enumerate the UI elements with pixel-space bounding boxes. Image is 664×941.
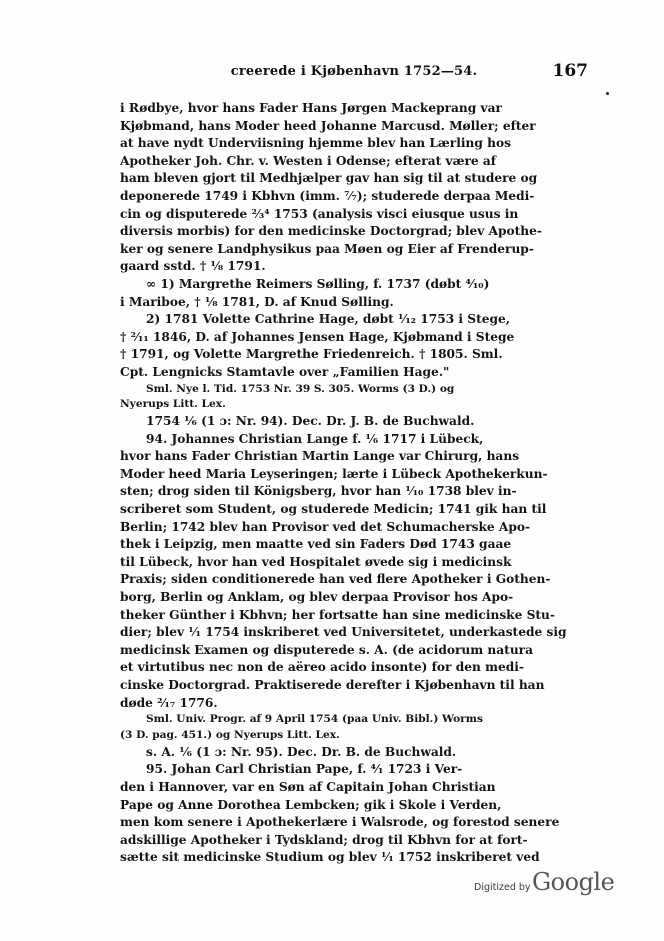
text-line: (3 D. pag. 451.) og Nyerups Litt. Lex. — [120, 728, 340, 741]
text-line: i Mariboe, † ¹⁄₈ 1781, D. af Knud Sølling. — [120, 294, 394, 309]
page-number: 167 — [552, 61, 588, 81]
text-line: 95. Johan Carl Christian Pape, f. ⁴⁄₁ 1723 i Ver- — [146, 762, 463, 777]
text-line: sætte sit medicinske Studium og blev ¹⁄₁ 1752 inskriberet ved — [120, 850, 540, 865]
text-line: Pape og Anne Dorothea Lembcken; gik i Skole i Verden, — [120, 797, 502, 812]
text-line: † 1791, og Volette Margrethe Friedenreich. † 1805. Sml. — [120, 347, 503, 362]
text-line: sten; drog siden til Königsberg, hvor han ¹⁄₁₀ 1738 blev in- — [120, 484, 517, 499]
text-line: at have nydt Underviisning hjemme blev han Lærling hos — [120, 136, 511, 151]
text-line: Moder heed Maria Leyseringen; lærte i Lübeck Apothekerkun- — [120, 466, 548, 481]
text-line: 2) 1781 Volette Cathrine Hage, døbt ¹⁄₁₂ 1753 i Stege, — [146, 312, 511, 327]
text-line: deponerede 1749 i Kbhvn (imm. ⁷⁄₇); studerede derpaa Medi- — [120, 188, 535, 203]
text-line: Cpt. Lengnicks Stamtavle over „Familien Hage." — [120, 364, 450, 379]
text-line: til Lübeck, hvor han ved Hospitalet øvede sig i medicinsk — [120, 554, 512, 569]
text-line: s. A. ¹⁄₆ (1 ɔ: Nr. 95). Dec. Dr. B. de Buchwald. — [146, 744, 457, 759]
text-line: cinske Doctorgrad. Praktiserede derefter i Kjøbenhavn til han — [120, 678, 545, 692]
text-line: den i Hannover, var en Søn af Capitain Johan Christian — [120, 779, 496, 794]
text-line: Praxis; siden conditionerede han ved flere Apotheker i Gothen- — [120, 572, 551, 587]
text-line: et virtutibus nec non de aëreo acido insonte) for den medi- — [120, 660, 524, 675]
text-line: theker Günther i Kbhvn; her fortsatte han sine medicinske Stu- — [120, 607, 555, 622]
digitization-footer — [474, 868, 624, 902]
text-line: diversis morbis) for den medicinske Doctorgrad; blev Apothe- — [120, 224, 542, 239]
text-line: borg, Berlin og Anklam, og blev derpaa Provisor hos Apo- — [120, 590, 514, 605]
page-header — [120, 61, 588, 88]
text-line: Berlin; 1742 blev han Provisor ved det Schumacherske Apo- — [120, 519, 531, 534]
text-line: Sml. Univ. Progr. af 9 April 1754 (paa Univ. Bibl.) Worms — [146, 713, 483, 726]
text-line: ker og senere Landphysikus paa Møen og Eier af Frenderup- — [120, 241, 534, 256]
text-line: Nyerups Litt. Lex. — [120, 398, 226, 411]
text-line: dier; blev ¹⁄₁ 1754 inskriberet ved Universitetet, underkastede sig — [120, 625, 567, 640]
text-line: Kjøbmand, hans Moder heed Johanne Marcusd. Møller; efter — [120, 118, 536, 133]
text-line: ham bleven gjort til Medhjælper gav han sig til at studere og — [120, 171, 538, 186]
text-line: men kom senere i Apothekerlære i Walsrode, og forestod senere — [120, 815, 560, 830]
text-line: døde ²⁄₁₇ 1776. — [120, 695, 218, 710]
ink-speck — [606, 92, 609, 95]
body-text — [120, 100, 588, 867]
text-line: † ²⁄₁₁ 1846, D. af Johannes Jensen Hage, Kjøbmand i Stege — [120, 329, 515, 344]
text-line: ∞ 1) Margrethe Reimers Sølling, f. 1737 (døbt ⁴⁄₁₀) — [146, 276, 490, 291]
text-line: 94. Johannes Christian Lange f. ¹⁄₆ 1717 i Lübeck, — [146, 431, 484, 446]
text-line: Sml. Nye l. Tid. 1753 Nr. 39 S. 305. Worms (3 D.) og — [146, 382, 455, 395]
text-line: cin og disputerede ²⁄₃⁴ 1753 (analysis visci eiusque usus in — [120, 206, 519, 221]
text-line: scriberet som Student, og studerede Medicin; 1741 gik han til — [120, 502, 547, 517]
google-logo: Google — [532, 868, 615, 896]
digitized-by-label: Digitized by — [474, 882, 531, 893]
text-line: gaard sstd. † ¹⁄₈ 1791. — [120, 259, 266, 274]
text-line: 1754 ¹⁄₆ (1 ɔ: Nr. 94). Dec. Dr. J. B. de Buchwald. — [146, 414, 475, 429]
running-title: creerede i Kjøbenhavn 1752—54. — [230, 64, 478, 79]
text-line: i Rødbye, hvor hans Fader Hans Jørgen Mackeprang var — [120, 101, 502, 115]
text-line: adskillige Apotheker i Tydskland; drog til Kbhvn for at fort- — [120, 832, 528, 847]
text-line: Apotheker Joh. Chr. v. Westen i Odense; efterat være af — [120, 153, 497, 168]
text-line: hvor hans Fader Christian Martin Lange var Chirurg, hans — [120, 449, 520, 464]
text-line: thek i Leipzig, men maatte ved sin Faders Død 1743 gaae — [120, 537, 512, 552]
text-line: medicinsk Examen og disputerede s. A. (de acidorum natura — [120, 642, 533, 657]
